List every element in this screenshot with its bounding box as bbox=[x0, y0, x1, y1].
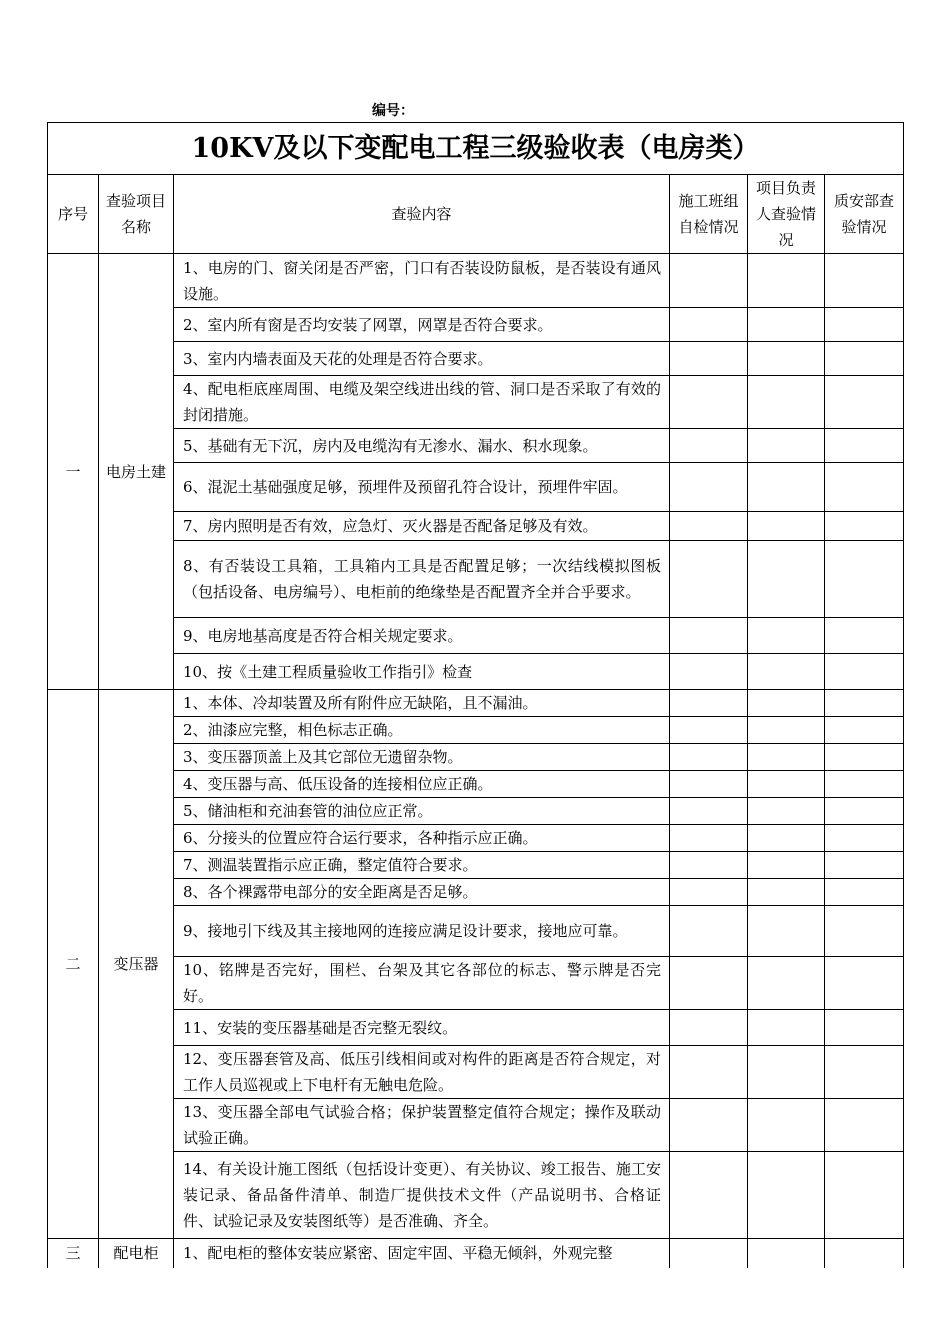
table-row bbox=[48, 1046, 904, 1099]
table-row bbox=[48, 690, 904, 717]
header-qa-check: 质安部查验情况 bbox=[825, 175, 904, 254]
team-check-cell[interactable] bbox=[670, 879, 748, 906]
team-check-cell[interactable] bbox=[670, 429, 748, 463]
team-check-cell[interactable] bbox=[670, 852, 748, 879]
inspection-item: 5、基础有无下沉，房内及电缆沟有无渗水、漏水、积水现象。 bbox=[174, 429, 670, 463]
inspection-item: 13、变压器全部电气试验合格；保护装置整定值符合规定；操作及联动试验正确。 bbox=[174, 1099, 670, 1152]
inspection-item: 12、变压器套管及高、低压引线相间或对构件的距离是否符合规定，对工作人员巡视或上下电杆有无触电危险。 bbox=[174, 1046, 670, 1099]
table-row bbox=[48, 376, 904, 429]
qa-check-cell[interactable] bbox=[825, 463, 904, 512]
inspection-item: 3、变压器顶盖上及其它部位无遗留杂物。 bbox=[174, 744, 670, 771]
inspection-item: 7、房内照明是否有效，应急灯、灭火器是否配备足够及有效。 bbox=[174, 512, 670, 541]
team-check-cell[interactable] bbox=[670, 654, 748, 690]
inspection-item: 5、储油柜和充油套管的油位应正常。 bbox=[174, 798, 670, 825]
team-check-cell[interactable] bbox=[670, 771, 748, 798]
table-row bbox=[48, 771, 904, 798]
inspection-item: 2、油漆应完整，相色标志正确。 bbox=[174, 717, 670, 744]
table-body bbox=[48, 254, 904, 1268]
team-check-cell[interactable] bbox=[670, 1010, 748, 1046]
qa-check-cell[interactable] bbox=[825, 1239, 904, 1268]
qa-check-cell[interactable] bbox=[825, 825, 904, 852]
table-row bbox=[48, 852, 904, 879]
table-row bbox=[48, 654, 904, 690]
table-row bbox=[48, 1152, 904, 1239]
header-content: 查验内容 bbox=[174, 175, 670, 254]
manager-check-cell[interactable] bbox=[748, 1152, 825, 1239]
table-row bbox=[48, 1239, 904, 1268]
qa-check-cell[interactable] bbox=[825, 512, 904, 541]
inspection-item: 1、本体、冷却装置及所有附件应无缺陷，且不漏油。 bbox=[174, 690, 670, 717]
manager-check-cell[interactable] bbox=[748, 376, 825, 429]
manager-check-cell[interactable] bbox=[748, 957, 825, 1010]
inspection-item: 4、配电柜底座周围、电缆及架空线进出线的管、洞口是否采取了有效的封闭措施。 bbox=[174, 376, 670, 429]
table-row bbox=[48, 957, 904, 1010]
inspection-item: 6、混泥土基础强度足够，预埋件及预留孔符合设计，预埋件牢固。 bbox=[174, 463, 670, 512]
team-check-cell[interactable] bbox=[670, 690, 748, 717]
manager-check-cell[interactable] bbox=[748, 825, 825, 852]
inspection-item: 1、电房的门、窗关闭是否严密，门口有否装设防鼠板，是否装设有通风设施。 bbox=[174, 254, 670, 308]
qa-check-cell[interactable] bbox=[825, 771, 904, 798]
qa-check-cell[interactable] bbox=[825, 376, 904, 429]
qa-check-cell[interactable] bbox=[825, 541, 904, 618]
table-row bbox=[48, 717, 904, 744]
section-name: 配电柜 bbox=[99, 1239, 174, 1268]
inspection-item: 14、有关设计施工图纸（包括设计变更）、有关协议、竣工报告、施工安装记录、备品备件清单、制造厂提供技术文件（产品说明书、合格证件、试验记录及安装图纸等）是否准确、齐全。 bbox=[174, 1152, 670, 1239]
inspection-item: 3、室内内墙表面及天花的处理是否符合要求。 bbox=[174, 342, 670, 376]
manager-check-cell[interactable] bbox=[748, 1099, 825, 1152]
section-seq: 二 bbox=[48, 690, 99, 1239]
qa-check-cell[interactable] bbox=[825, 717, 904, 744]
manager-check-cell[interactable] bbox=[748, 429, 825, 463]
qa-check-cell[interactable] bbox=[825, 744, 904, 771]
qa-check-cell[interactable] bbox=[825, 618, 904, 654]
manager-check-cell[interactable] bbox=[748, 906, 825, 957]
table-row bbox=[48, 906, 904, 957]
inspection-item: 2、室内所有窗是否均安装了网罩，网罩是否符合要求。 bbox=[174, 308, 670, 342]
section-seq: 三 bbox=[48, 1239, 99, 1268]
manager-check-cell[interactable] bbox=[748, 1239, 825, 1268]
qa-check-cell[interactable] bbox=[825, 1010, 904, 1046]
header-item-name: 查验项目名称 bbox=[99, 175, 174, 254]
inspection-item: 10、铭牌是否完好，围栏、台架及其它各部位的标志、警示牌是否完好。 bbox=[174, 957, 670, 1010]
qa-check-cell[interactable] bbox=[825, 308, 904, 342]
qa-check-cell[interactable] bbox=[825, 879, 904, 906]
qa-check-cell[interactable] bbox=[825, 342, 904, 376]
manager-check-cell[interactable] bbox=[748, 798, 825, 825]
inspection-item: 9、电房地基高度是否符合相关规定要求。 bbox=[174, 618, 670, 654]
qa-check-cell[interactable] bbox=[825, 906, 904, 957]
table-row bbox=[48, 1010, 904, 1046]
team-check-cell[interactable] bbox=[670, 717, 748, 744]
qa-check-cell[interactable] bbox=[825, 254, 904, 308]
manager-check-cell[interactable] bbox=[748, 512, 825, 541]
table-row bbox=[48, 879, 904, 906]
header-seq: 序号 bbox=[48, 175, 99, 254]
manager-check-cell[interactable] bbox=[748, 690, 825, 717]
inspection-item: 10、按《土建工程质量验收工作指引》检查 bbox=[174, 654, 670, 690]
inspection-item: 11、安装的变压器基础是否完整无裂纹。 bbox=[174, 1010, 670, 1046]
table-row bbox=[48, 798, 904, 825]
table-row bbox=[48, 342, 904, 376]
team-check-cell[interactable] bbox=[670, 342, 748, 376]
team-check-cell[interactable] bbox=[670, 1239, 748, 1268]
manager-check-cell[interactable] bbox=[748, 744, 825, 771]
table-row bbox=[48, 618, 904, 654]
team-check-cell[interactable] bbox=[670, 618, 748, 654]
table-title: 10KV及以下变配电工程三级验收表（电房类） bbox=[48, 123, 904, 175]
manager-check-cell[interactable] bbox=[748, 618, 825, 654]
table-row bbox=[48, 825, 904, 852]
manager-check-cell[interactable] bbox=[748, 771, 825, 798]
manager-check-cell[interactable] bbox=[748, 879, 825, 906]
manager-check-cell[interactable] bbox=[748, 717, 825, 744]
manager-check-cell[interactable] bbox=[748, 852, 825, 879]
manager-check-cell[interactable] bbox=[748, 463, 825, 512]
team-check-cell[interactable] bbox=[670, 541, 748, 618]
inspection-item: 8、有否装设工具箱，工具箱内工具是否配置足够；一次结线模拟图板（包括设备、电房编号）、电柜前的绝缘垫是否配置齐全并合乎要求。 bbox=[174, 541, 670, 618]
team-check-cell[interactable] bbox=[670, 744, 748, 771]
table-row bbox=[48, 1099, 904, 1152]
table-row bbox=[48, 463, 904, 512]
qa-check-cell[interactable] bbox=[825, 1099, 904, 1152]
manager-check-cell[interactable] bbox=[748, 1046, 825, 1099]
manager-check-cell[interactable] bbox=[748, 254, 825, 308]
qa-check-cell[interactable] bbox=[825, 654, 904, 690]
team-check-cell[interactable] bbox=[670, 512, 748, 541]
qa-check-cell[interactable] bbox=[825, 1046, 904, 1099]
manager-check-cell[interactable] bbox=[748, 1010, 825, 1046]
section-name: 变压器 bbox=[99, 690, 174, 1239]
team-check-cell[interactable] bbox=[670, 798, 748, 825]
table-row bbox=[48, 308, 904, 342]
inspection-table bbox=[47, 122, 904, 1268]
inspection-item: 6、分接头的位置应符合运行要求，各种指示应正确。 bbox=[174, 825, 670, 852]
manager-check-cell[interactable] bbox=[748, 541, 825, 618]
team-check-cell[interactable] bbox=[670, 463, 748, 512]
team-check-cell[interactable] bbox=[670, 906, 748, 957]
qa-check-cell[interactable] bbox=[825, 429, 904, 463]
table-row bbox=[48, 744, 904, 771]
manager-check-cell[interactable] bbox=[748, 654, 825, 690]
table-row bbox=[48, 512, 904, 541]
table-row bbox=[48, 541, 904, 618]
section-name: 电房土建 bbox=[99, 254, 174, 690]
header-team-check: 施工班组自检情况 bbox=[670, 175, 748, 254]
qa-check-cell[interactable] bbox=[825, 690, 904, 717]
team-check-cell[interactable] bbox=[670, 376, 748, 429]
table-row bbox=[48, 429, 904, 463]
header-manager-check: 项目负责人查验情况 bbox=[748, 175, 825, 254]
inspection-item: 1、配电柜的整体安装应紧密、固定牢固、平稳无倾斜，外观完整 bbox=[174, 1239, 670, 1268]
section-seq: 一 bbox=[48, 254, 99, 690]
qa-check-cell[interactable] bbox=[825, 798, 904, 825]
team-check-cell[interactable] bbox=[670, 1099, 748, 1152]
team-check-cell[interactable] bbox=[670, 308, 748, 342]
team-check-cell[interactable] bbox=[670, 1046, 748, 1099]
team-check-cell[interactable] bbox=[670, 1152, 748, 1239]
qa-check-cell[interactable] bbox=[825, 852, 904, 879]
manager-check-cell[interactable] bbox=[748, 308, 825, 342]
qa-check-cell[interactable] bbox=[825, 957, 904, 1010]
team-check-cell[interactable] bbox=[670, 254, 748, 308]
inspection-item: 8、各个裸露带电部分的安全距离是否足够。 bbox=[174, 879, 670, 906]
manager-check-cell[interactable] bbox=[748, 342, 825, 376]
team-check-cell[interactable] bbox=[670, 825, 748, 852]
document-number-label: 编号： bbox=[372, 103, 414, 119]
inspection-item: 4、变压器与高、低压设备的连接相位应正确。 bbox=[174, 771, 670, 798]
qa-check-cell[interactable] bbox=[825, 1152, 904, 1239]
inspection-item: 7、测温装置指示应正确，整定值符合要求。 bbox=[174, 852, 670, 879]
table-row bbox=[48, 254, 904, 308]
inspection-item: 9、接地引下线及其主接地网的连接应满足设计要求，接地应可靠。 bbox=[174, 906, 670, 957]
team-check-cell[interactable] bbox=[670, 957, 748, 1010]
